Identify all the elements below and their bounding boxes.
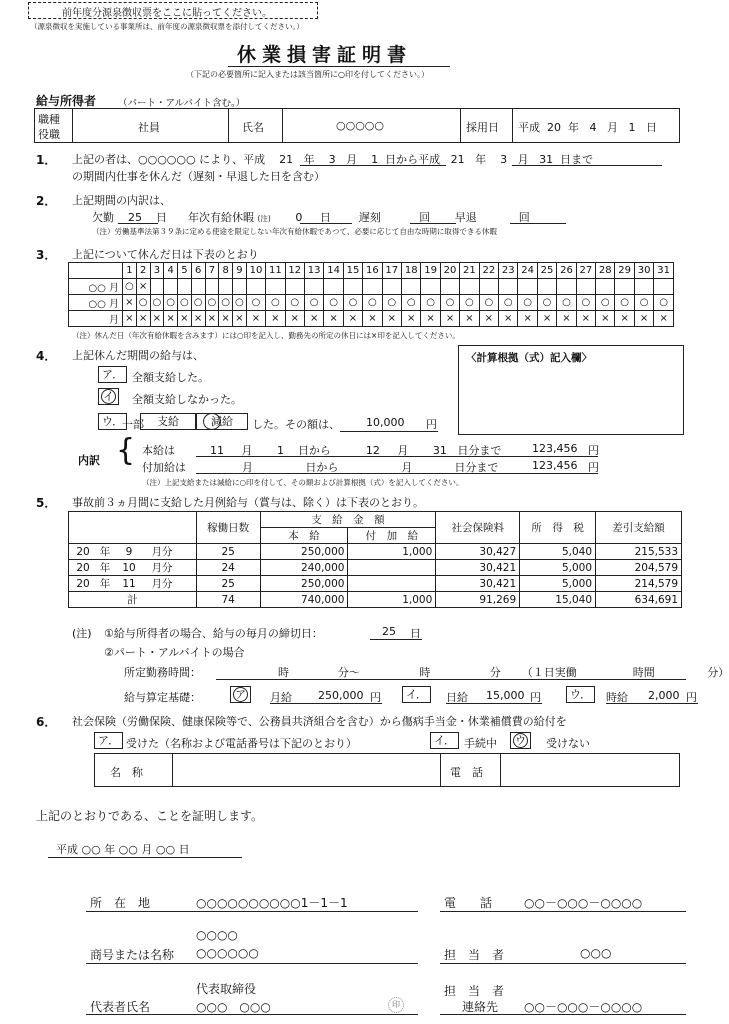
extra-pay-row: 付加給は 月 日から 月 日分まで [142,461,499,474]
s6-opt-a-text: 受けた（名称および電話番号は下記のとおり） [126,737,357,750]
calendar-day-mark[interactable]: × [191,311,205,327]
calendar-month-label: ○○ 月 [69,295,123,311]
insurer-name-label: 名 称 [110,766,143,779]
calendar-day-mark[interactable] [164,279,178,295]
calendar-day-mark[interactable] [178,279,192,295]
calendar-day-header: 30 [634,263,653,279]
basis-i-yen: 円 [530,691,541,704]
calendar-day-header: 23 [499,263,518,279]
calendar-day-mark[interactable]: × [178,311,192,327]
calendar-day-mark[interactable]: ○ [615,295,634,311]
calendar-day-mark[interactable]: ○ [518,295,537,311]
opt-u-cut-circle [203,413,221,430]
calendar-day-mark[interactable]: × [576,311,595,327]
calendar-day-header: 28 [596,263,615,279]
salary-days: 25 [196,576,260,592]
calendar-day-mark[interactable] [576,279,595,295]
opt-a-text: 全額支給した。 [132,371,209,384]
opt-u-box[interactable]: ウ． [98,413,127,430]
basis-i-text: 日給 [446,691,468,704]
calendar-day-mark[interactable]: ○ [285,295,304,311]
s1-num: 1． [36,153,57,167]
calendar-day-mark[interactable] [285,279,304,295]
calendar-day-header: 27 [576,263,595,279]
calendar-day-header: 22 [479,263,498,279]
calendar-header-row [69,263,674,279]
calendar-day-header: 10 [246,263,265,279]
calendar-day-header: 14 [324,263,343,279]
calendar-day-mark[interactable] [537,279,556,295]
calendar-day-mark[interactable]: ○ [382,295,401,311]
s3-num: 3． [36,248,57,262]
calendar-day-header: 13 [304,263,323,279]
calendar-day-mark[interactable]: ○ [363,295,382,311]
opt-u-amount: 10,000 [366,416,405,429]
calendar-day-mark[interactable]: ○ [233,295,247,311]
calendar-day-mark[interactable]: × [164,311,178,327]
calendar-day-mark[interactable]: ○ [576,295,595,311]
hire-label: 採用日 [466,121,499,134]
calendar-day-mark[interactable]: ○ [246,295,265,311]
calendar-day-header: 24 [518,263,537,279]
calendar-day-mark[interactable] [402,279,421,295]
calendar-day-mark[interactable] [557,279,576,295]
calendar-day-mark[interactable]: × [421,311,440,327]
calendar-day-mark[interactable]: × [285,311,304,327]
calendar-day-mark[interactable]: × [123,311,137,327]
calendar-day-mark[interactable]: × [246,311,265,327]
s5-note-label: (注) [72,627,92,640]
salary-net: 215,533 [596,544,682,560]
calendar-day-mark[interactable]: ○ [150,295,164,311]
calendar-day-mark[interactable] [246,279,265,295]
salary-ins: 30,427 [436,544,520,560]
opt-i-text: 全額支給しなかった。 [132,393,242,406]
calendar-day-mark[interactable] [634,279,653,295]
calendar-day-header: 29 [615,263,634,279]
calendar-day-header: 5 [178,263,192,279]
s6-num: 6． [36,715,57,729]
calendar-day-mark[interactable] [615,279,634,295]
stamp-box-text: 前年度分源泉徴収票をここに貼ってください。 [62,8,272,19]
calendar-day-mark[interactable] [499,279,518,295]
calendar-day-mark[interactable]: × [219,311,233,327]
header-base: 本 給 [260,528,348,544]
opt-u-suffix: した。その額は、 [252,418,340,431]
calendar-day-mark[interactable] [324,279,343,295]
calendar-day-mark[interactable]: × [557,311,576,327]
certify-text: 上記のとおりである、ことを証明します。 [36,809,264,823]
calendar-day-header: 18 [402,263,421,279]
closing-unit: 日 [410,627,421,640]
base-yen: 円 [588,444,599,457]
base-amount: 123,456 [532,442,578,455]
calendar-day-mark[interactable]: ○ [460,295,479,311]
calendar-day-header: 19 [421,263,440,279]
calendar-month-label: 月 [69,311,123,327]
calendar-day-mark[interactable] [233,279,247,295]
calendar-day-header: 8 [219,263,233,279]
opt-i-box[interactable]: イ [98,388,119,405]
certify-date: 平成 ○○ 年 ○○ 月 ○○ 日 [56,843,190,856]
calendar-day-header: 16 [363,263,382,279]
tel-value: ○○－○○○－○○○○ [524,896,643,910]
calendar-day-header: 15 [343,263,362,279]
calendar-day-mark[interactable]: × [324,311,343,327]
calendar-day-mark[interactable]: ○ [205,295,219,311]
extra-yen: 円 [588,461,599,474]
salary-table [68,511,682,608]
calendar-day-mark[interactable]: × [654,311,674,327]
calendar-day-mark[interactable]: ○ [123,279,137,295]
basis-u-text: 時給 [606,691,628,704]
s6-opt-a-box[interactable]: ア． [94,732,123,749]
s4-note: （注）上記支給または減給に○印を付して、その額および計算根拠（式）を記入してください。 [142,478,464,487]
salary-net: 204,579 [596,560,682,576]
calendar-day-mark[interactable]: × [596,311,615,327]
rep-title: 代表取締役 [196,982,257,996]
contact-label: 担 当 者 [444,948,505,962]
calendar-day-mark[interactable]: × [518,311,537,327]
opt-a-box[interactable]: ア． [98,366,127,383]
s5-note1: ①給与所得者の場合、給与の毎月の締切日： [104,627,323,640]
calendar-day-mark[interactable]: ○ [324,295,343,311]
salary-ins: 30,421 [436,560,520,576]
addr-label: 所 在 地 [90,896,151,910]
opt-u-cut[interactable]: 減給 [196,413,248,430]
calendar-day-mark[interactable]: × [460,311,479,327]
insurer-phone-label: 電 話 [450,766,483,779]
calendar-day-mark[interactable]: ○ [557,295,576,311]
calendar-day-mark[interactable]: ○ [304,295,323,311]
calendar-day-mark[interactable]: × [440,311,459,327]
opt-u-paid[interactable]: 支給 [140,413,196,430]
basis-a-amount: 250,000 [318,689,364,702]
s6-opt-i-text: 手続中 [464,737,497,750]
earner-heading: 給与所得者 [36,94,97,108]
calendar-day-mark[interactable] [150,279,164,295]
s2-breakdown: 欠勤 25 日 年次有給休暇 (注) 0 日 遅刻 回 早退 回 [92,211,530,224]
calendar-day-mark[interactable]: × [136,311,150,327]
calendar-day-mark[interactable]: ○ [440,295,459,311]
basis-a-text: 月給 [270,691,292,704]
calendar-day-mark[interactable]: × [363,311,382,327]
header-extra: 付 加 給 [348,528,436,544]
calendar-day-mark[interactable]: ○ [654,295,674,311]
s6-opt-u-text: 受けない [546,737,590,750]
absence-calendar [68,262,674,327]
calendar-day-header: 12 [285,263,304,279]
s2-line1: 上記期間の内訳は、 [72,194,171,207]
calc-basis-title: 〈計算根拠（式）記入欄〉 [466,352,592,364]
calendar-day-mark[interactable] [596,279,615,295]
calendar-day-mark[interactable] [518,279,537,295]
calendar-day-mark[interactable]: ○ [136,295,150,311]
contact2-value: ○○－○○○－○○○○ [524,1000,643,1014]
salary-extra [348,576,436,592]
calendar-day-mark[interactable]: × [382,311,401,327]
total-row: 計 74 740,000 1,000 91,269 15,040 634,691 [69,592,682,608]
calendar-day-mark[interactable]: ○ [479,295,498,311]
calendar-day-header: 6 [191,263,205,279]
s6-opt-u-box[interactable]: ウ [510,732,531,749]
s1-line1: 上記の者は、○○○○○○ により、平成 21 年 3 月 1 日から平成 21 年 3 月 31 日まで [72,153,594,166]
calendar-day-mark[interactable] [440,279,459,295]
calendar-day-mark[interactable]: × [233,311,247,327]
salary-extra [348,560,436,576]
job-value: 社員 [138,121,160,134]
header-ins: 社会保険料 [436,512,520,544]
contact2-label: 担 当 者 [444,984,505,998]
salary-row [69,544,682,560]
basis-label: 給与算定基礎： [124,691,201,704]
salary-month: 20 年 10 月分 [69,560,197,576]
calendar-day-header: 7 [205,263,219,279]
calendar-day-mark[interactable]: ○ [191,295,205,311]
s6-opt-i-box[interactable]: イ． [430,732,459,749]
calendar-day-mark[interactable] [343,279,362,295]
hours-row: 所定勤務時間： 時 分～ 時 分 （１日実働 時間 分） [124,666,729,679]
insurer-table [94,753,680,787]
calendar-day-header: 1 [123,263,137,279]
basis-u-yen: 円 [686,691,697,704]
calendar-day-mark[interactable] [191,279,205,295]
calendar-day-mark[interactable]: ○ [596,295,615,311]
page-subtitle: （下記の必要箇所に記入または該当箇所に○印を付してください。） [186,70,429,79]
calendar-day-header: 3 [150,263,164,279]
header-tax: 所 得 税 [520,512,596,544]
calendar-day-header: 9 [233,263,247,279]
calendar-day-header: 21 [460,263,479,279]
calendar-day-mark[interactable] [219,279,233,295]
calendar-day-header: 26 [557,263,576,279]
calendar-day-mark[interactable] [654,279,674,295]
breakdown-brace: { [116,433,136,468]
opt-u-prefix: 一部 [122,418,144,431]
salary-month: 20 年 11 月分 [69,576,197,592]
calendar-month-label: ○○ 月 [69,279,123,295]
opt-u-yen: 円 [426,418,437,431]
s3-note: （注）休んだ日（年次有給休暇を含みます）には○印を記入し、勤務先の所定の休日には×印を記入してください。 [72,331,460,340]
basis-i-box[interactable]: イ． [402,686,431,703]
hire-date: 平成 20 年 4 月 1 日 [518,121,657,134]
s2-num: 2． [36,194,57,208]
calendar-day-mark[interactable] [304,279,323,295]
header-net: 差引支給額 [596,512,682,544]
stamp-box-note: （源泉徴収を実施している事業所は、前年度の源泉徴収票を添付してください。） [30,22,304,31]
calendar-day-mark[interactable]: × [123,295,137,311]
calendar-day-mark[interactable]: × [266,311,285,327]
earner-heading-note: （パート・アルバイト含む。） [118,98,246,109]
calendar-day-mark[interactable]: × [615,311,634,327]
calendar-day-mark[interactable]: × [634,311,653,327]
name-value: ○○○○○ [336,119,384,132]
calendar-day-mark[interactable]: ○ [164,295,178,311]
rep-name: ○○○ ○○○ [196,1000,271,1014]
salary-row [69,560,682,576]
salary-base: 250,000 [260,576,348,592]
job-label-2: 役職 [38,128,60,141]
company-name-1: ○○○○ [196,928,238,942]
salary-tax: 5,000 [520,560,596,576]
calendar-month-row [69,279,674,295]
calendar-day-mark[interactable]: ○ [178,295,192,311]
s4-line1: 上記休んだ期間の給与は、 [72,349,204,362]
calendar-month-row [69,295,674,311]
base-pay-row: 本給は 11 月 1 日から 12 月 31 日分まで [142,444,502,457]
company-name-label: 商号または名称 [90,948,175,962]
calendar-day-mark[interactable]: ○ [343,295,362,311]
salary-days: 24 [196,560,260,576]
salary-month: 20 年 9 月分 [69,544,197,560]
basis-u-box[interactable]: ウ． [566,686,595,703]
breakdown-label: 内訳 [78,454,100,467]
calendar-day-header: 31 [654,263,674,279]
calendar-day-mark[interactable]: ○ [219,295,233,311]
extra-amount: 123,456 [532,459,578,472]
calendar-day-mark[interactable]: × [402,311,421,327]
calendar-day-header: 20 [440,263,459,279]
seal-mark: 印 [388,997,404,1013]
salary-extra: 1,000 [348,544,436,560]
calendar-day-mark[interactable] [421,279,440,295]
salary-row [69,576,682,592]
salary-net: 214,579 [596,576,682,592]
header-days: 稼働日数 [196,512,260,544]
calendar-day-mark[interactable] [266,279,285,295]
basis-i-amount: 15,000 [486,689,525,702]
company-name-2: ○○○○○○ [196,946,259,960]
salary-days: 25 [196,544,260,560]
s2-note: （注）労働基準法第３９条に定める使途を限定しない年次有給休暇であつて、必要に応じて自由な時期に取得できる休暇 [92,227,497,236]
salary-base: 250,000 [260,544,348,560]
calendar-day-mark[interactable]: ○ [266,295,285,311]
salary-base: 240,000 [260,560,348,576]
calendar-day-header: 4 [164,263,178,279]
s1-line2: の期間内仕事を休んだ（遅刻・早退した日を含む） [72,170,325,183]
calendar-day-mark[interactable]: × [136,279,150,295]
calendar-day-mark[interactable]: × [343,311,362,327]
calendar-day-mark[interactable]: × [479,311,498,327]
tel-label: 電 話 [444,896,493,910]
s3-line1: 上記について休んだ日は下表のとおり [72,248,259,261]
calendar-day-mark[interactable]: × [537,311,556,327]
basis-a-yen: 円 [370,691,381,704]
calendar-day-mark[interactable]: × [499,311,518,327]
salary-ins: 30,421 [436,576,520,592]
job-label-1: 職種 [38,113,60,126]
basis-u-amount: 2,000 [648,689,680,702]
contact2-label-2: 連絡先 [462,1000,499,1014]
basis-a-box[interactable]: ア [230,686,251,703]
calendar-day-mark[interactable]: ○ [421,295,440,311]
calendar-day-mark[interactable]: × [150,311,164,327]
salary-tax: 5,000 [520,576,596,592]
addr-value: ○○○○○○○○○○1－1－1 [196,896,348,910]
calendar-day-mark[interactable] [479,279,498,295]
calendar-day-mark[interactable]: ○ [634,295,653,311]
s5-num: 5． [36,496,57,510]
rep-label: 代表者氏名 [90,1000,151,1014]
calendar-day-mark[interactable] [460,279,479,295]
s5-line1: 事故前３ヵ月間に支給した月例給与（賞与は、除く）は下表のとおり。 [72,496,424,509]
s5-note2: ②パート・アルバイトの場合 [104,646,245,659]
contact-value: ○○○ [580,946,612,960]
calendar-day-header: 25 [537,263,556,279]
salary-tax: 5,040 [520,544,596,560]
calendar-day-mark[interactable] [363,279,382,295]
calendar-day-mark[interactable]: ○ [537,295,556,311]
closing-day: 25 [382,625,396,638]
s6-line1: 社会保険（労働保険、健康保険等で、公務員共済組合を含む）から傷病手当金・休業補償費の給付を [72,715,567,728]
calendar-day-header: 2 [136,263,150,279]
calendar-day-header: 17 [382,263,401,279]
header-pay: 支 給 金 額 [260,512,436,528]
calendar-day-mark[interactable] [382,279,401,295]
calendar-day-header: 11 [266,263,285,279]
calendar-day-mark[interactable]: × [304,311,323,327]
page-title: 休業損害証明書 [237,44,413,66]
calendar-day-mark[interactable]: ○ [499,295,518,311]
calendar-day-mark[interactable] [205,279,219,295]
s4-num: 4． [36,349,57,363]
calendar-month-row [69,311,674,327]
calendar-day-mark[interactable]: ○ [402,295,421,311]
calendar-day-mark[interactable]: × [205,311,219,327]
name-label: 氏名 [242,121,264,134]
